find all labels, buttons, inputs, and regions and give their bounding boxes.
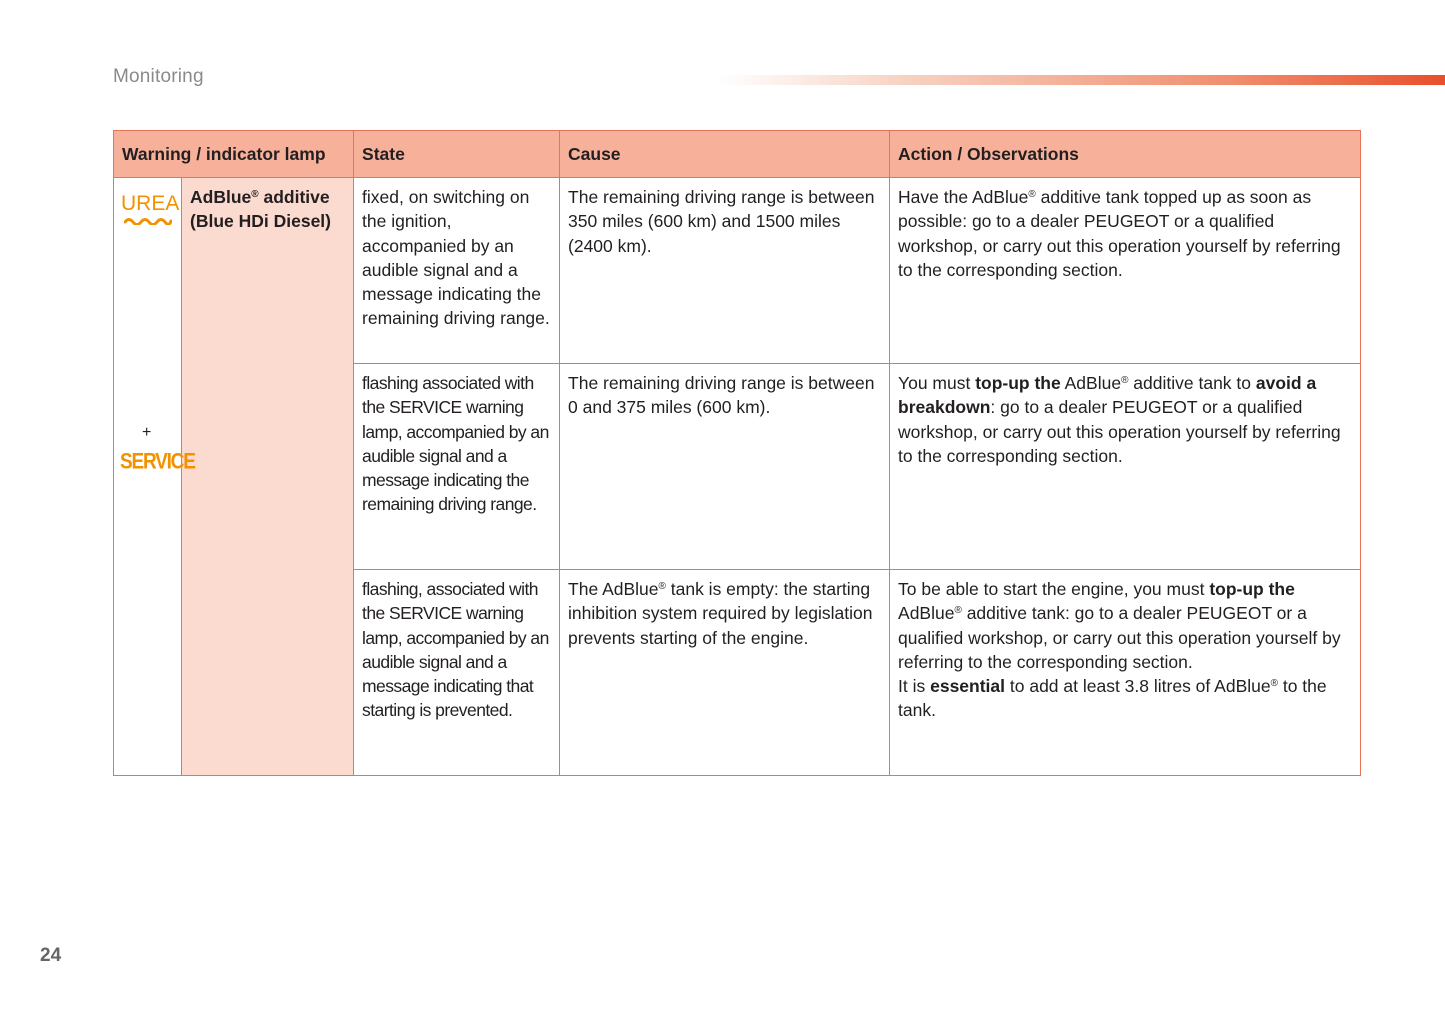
registered-mark: ® bbox=[1121, 375, 1129, 386]
lamp-name-subtitle: (Blue HDi Diesel) bbox=[190, 211, 331, 232]
state-cell: flashing, associated with the SERVICE warning lamp, accompanied by an audible signal and a message indicating that starting is prevented. bbox=[354, 570, 560, 776]
table-row bbox=[114, 178, 1361, 364]
header-lamp: Warning / indicator lamp bbox=[114, 131, 354, 178]
state-cell: fixed, on switching on the ignition, accompanied by an audible signal and a message indicating the remaining driving range. bbox=[354, 178, 560, 364]
action-text: It is bbox=[898, 676, 931, 697]
action-text: to add at least 3.8 litres of AdBlue bbox=[1005, 676, 1271, 697]
lamp-name-cell bbox=[182, 178, 354, 776]
lamp-icon-cell bbox=[114, 178, 195, 776]
action-cell bbox=[890, 364, 1361, 570]
plus-sign: + bbox=[142, 424, 152, 441]
action-text: additive tank topped up as soon as possible: go to a dealer PEUGEOT or a qualified workshop, or carry out this operation yourself by referring to the corresponding section. bbox=[898, 187, 1341, 280]
state-cell: flashing associated with the SERVICE warning lamp, accompanied by an audible signal and a message indicating the remaining driving range. bbox=[354, 364, 560, 570]
registered-mark: ® bbox=[658, 581, 666, 592]
table-header-row bbox=[114, 131, 1361, 178]
action-emphasis: top-up the bbox=[1209, 579, 1295, 599]
cause-cell: The remaining driving range is between 350 miles (600 km) and 1500 miles (2400 km). bbox=[560, 178, 890, 364]
action-text: AdBlue bbox=[1060, 373, 1122, 393]
action-text: : go to a dealer PEUGEOT or a qualified workshop, or carry out this operation yourself by referring to the corresponding section. bbox=[898, 397, 1341, 466]
lamp-name-brand: AdBlue bbox=[190, 187, 252, 207]
header-cause: Cause bbox=[560, 131, 890, 178]
urea-warning-icon: UREA bbox=[121, 192, 180, 215]
cause-cell: The remaining driving range is between 0 and 375 miles (600 km). bbox=[560, 364, 890, 570]
page-number: 24 bbox=[40, 945, 62, 966]
action-text: Have the AdBlue bbox=[898, 187, 1029, 207]
fluid-wave-icon bbox=[124, 216, 172, 225]
registered-mark: ® bbox=[1270, 678, 1278, 690]
action-text: AdBlue bbox=[898, 603, 955, 624]
header-state: State bbox=[354, 131, 560, 178]
section-title: Monitoring bbox=[113, 66, 204, 87]
cause-cell bbox=[560, 570, 890, 776]
action-text: To be able to start the engine, you must bbox=[898, 579, 1210, 599]
header-action: Action / Observations bbox=[890, 131, 1361, 178]
action-text: to the tank. bbox=[898, 676, 1327, 721]
cause-text: tank is empty: the starting inhibition system required by legislation prevents starting of the engine. bbox=[568, 579, 873, 648]
warning-lamp-table bbox=[113, 130, 1361, 776]
registered-mark: ® bbox=[954, 605, 962, 617]
registered-mark: ® bbox=[1028, 189, 1036, 200]
action-emphasis: top-up the bbox=[975, 373, 1061, 393]
action-cell bbox=[890, 178, 1361, 364]
service-warning-icon: SERVICE bbox=[120, 450, 195, 475]
lamp-name-rest: additive bbox=[258, 187, 330, 207]
action-text: additive tank: go to a dealer PEUGEOT or a qualified workshop, or carry out this operation yourself by referring to the corresponding section. bbox=[898, 603, 1341, 672]
cause-text: The AdBlue bbox=[568, 579, 659, 599]
action-text: additive tank to bbox=[1128, 373, 1256, 393]
action-emphasis: avoid a breakdown bbox=[898, 373, 1317, 418]
action-cell bbox=[890, 570, 1361, 776]
registered-mark: ® bbox=[251, 189, 259, 200]
action-emphasis: essential bbox=[930, 676, 1006, 697]
header-accent-bar bbox=[720, 75, 1445, 85]
action-text: You must bbox=[898, 373, 976, 393]
